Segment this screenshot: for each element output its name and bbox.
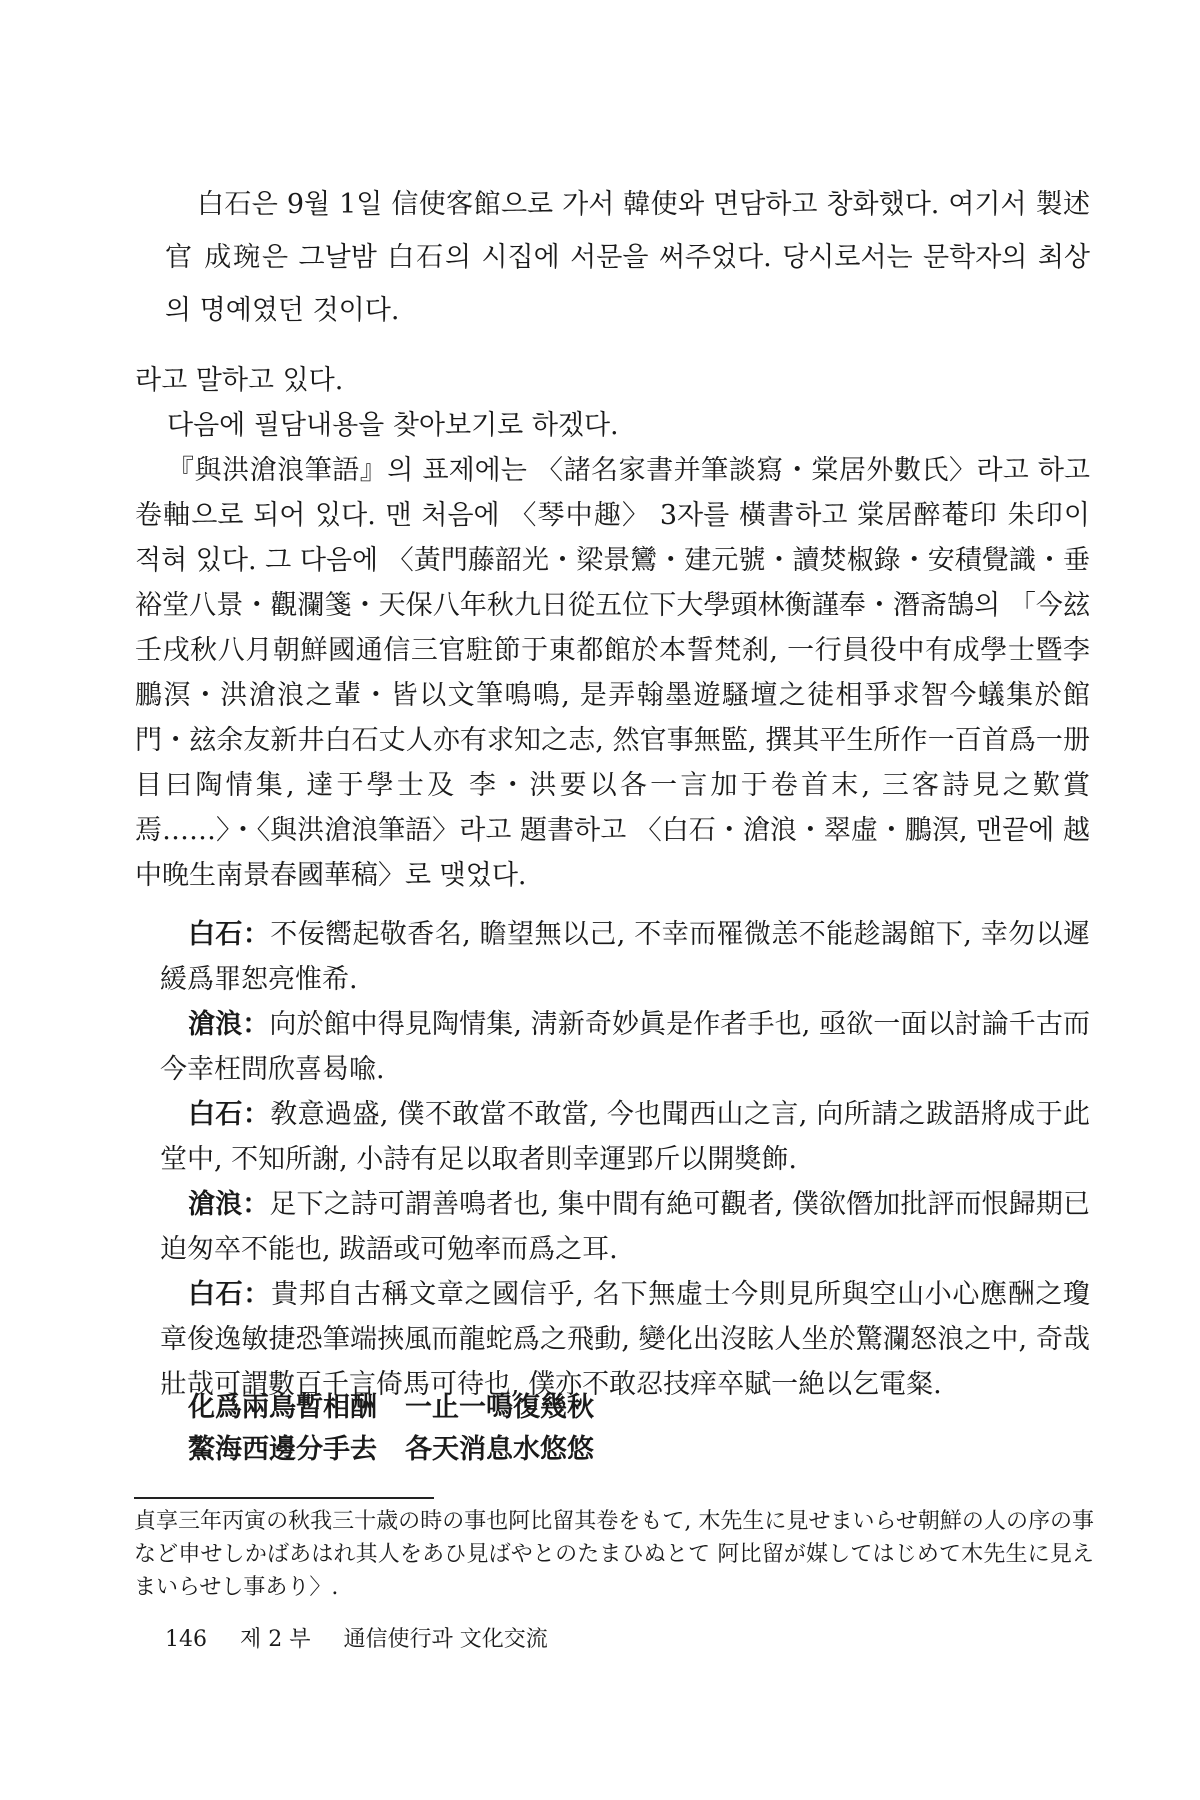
block-quote: [165, 178, 1090, 337]
dialogue-speaker: 白石：: [188, 1099, 271, 1130]
dialogue-turn: [160, 1002, 1090, 1092]
dialogue-speaker: 白石：: [188, 919, 271, 950]
poem-line-first-half: 化爲兩鳥暫相酬: [188, 1392, 377, 1423]
dialogue-text: 貴邦自古稱文章之國信乎, 名下無虛士今則見所與空山小心應酬之瓊章俊逸敏捷恐筆端挾風而龍蛇爲之飛動, 變化出沒眩人坐於驚瀾怒浪之中, 奇哉壯哉可謂數百千言倚馬可待也, 僕亦不敢忍技痒卒賦一絶以乞電粲.: [160, 1279, 1090, 1400]
dialogue-speaker: 白石：: [188, 1279, 271, 1310]
body-paragraph-1: 라고 말하고 있다.: [135, 365, 344, 396]
poem-line: [188, 1429, 594, 1471]
poem-line-first-half: 鰲海西邊分手去: [188, 1434, 377, 1465]
dialogue-turn: [160, 1182, 1090, 1272]
page-footer: [165, 1622, 574, 1653]
quote-paragraph: 白石은 9월 1일 信使客館으로 가서 韓使와 면담하고 창화했다. 여기서 製述官 成琬은 그날밤 白石의 시집에 서문을 써주었다. 당시로서는 문학자의 최상의 명예였던 것이다.: [165, 189, 1090, 326]
running-title: 通信使行과 文化交流: [343, 1627, 548, 1652]
dialogue-turn: [160, 912, 1090, 1002]
dialogue-text: 足下之詩可謂善鳴者也, 集中間有絶可觀者, 僕欲僭加批評而恨歸期已迫匆卒不能也, 跋語或可勉率而爲之耳.: [160, 1189, 1090, 1265]
body-paragraph-2: 다음에 필담내용을 찾아보기로 하겠다.: [167, 410, 619, 441]
poem-line-second-half: 各天消息水悠悠: [405, 1434, 594, 1465]
dialogue-turn: [160, 1092, 1090, 1182]
footnote-divider: [134, 1497, 434, 1499]
dialogue-speaker: 滄浪：: [188, 1189, 270, 1220]
dialogue-text: 向於館中得見陶情集, 淸新奇妙眞是作者手也, 亟欲一面以討論千古而今幸枉問欣喜曷喩.: [160, 1009, 1090, 1085]
dialogue-text: 不佞嚮起敬香名, 瞻望無以己, 不幸而罹微恙不能趁謁館下, 幸勿以遲緩爲罪恕亮惟希.: [160, 919, 1091, 995]
poem-line-second-half: 一止一鳴復幾秋: [405, 1392, 594, 1423]
page-number: 146: [165, 1627, 207, 1652]
body-paragraph-3: 『與洪滄浪筆語』의 표제에는 〈諸名家書并筆談寫・棠居外數氏〉라고 하고 卷軸으로 되어 있다. 맨 처음에 〈琴中趣〉 3자를 橫書하고 棠居醉菴印 朱印이 적혀 있다. 그 다음에 〈黃門藤韶光・梁景鸞・建元號・讀焚椒錄・安積覺識・垂裕堂八景・觀瀾箋・天保八年秋九日從五位下大學頭林衡謹奉・潛斋鵠의 「今玆壬戌秋八月朝鮮國通信三官駐節于東都館於本誓梵刹, 一行員役中有成學士暨李鵬溟・洪滄浪之輩・皆以文筆鳴鳴, 是弄翰墨遊騷壇之徒相爭求智今蟻集於館門・玆余友新井白石丈人亦有求知之志, 然官事無監, 撰其平生所作一百首爲一册目曰陶情集, 達于學士及 李・洪要以各一言加于卷首末, 三客詩見之歎賞焉……〉・〈與洪滄浪筆語〉라고 題書하고 〈白石・滄浪・翠虛・鵬溟, 맨끝에 越中晚生南景春國華稿〉로 맺었다.: [135, 455, 1090, 891]
poem-line: [188, 1387, 594, 1429]
part-label: 제 2 부: [240, 1627, 311, 1652]
poem: [188, 1387, 594, 1471]
dialogue-text: 敎意過盛, 僕不敢當不敢當, 今也聞西山之言, 向所請之跋語將成于此堂中, 不知所謝, 小詩有足以取者則幸運郢斤以開獎飾.: [160, 1099, 1091, 1175]
footnote: 貞享三年丙寅の秋我三十歳の時の事也阿比留其卷をもて, 木先生に見せまいらせ朝鮮の人の序の事など申せしかばあはれ其人をあひ見ばやとのたまひぬとて 阿比留が媒してはじめて木先生に見えまいらせし事あり〉.: [134, 1509, 1094, 1600]
brush-conversation: [160, 912, 1090, 1407]
body-text: [135, 358, 1090, 898]
dialogue-speaker: 滄浪：: [188, 1009, 270, 1040]
